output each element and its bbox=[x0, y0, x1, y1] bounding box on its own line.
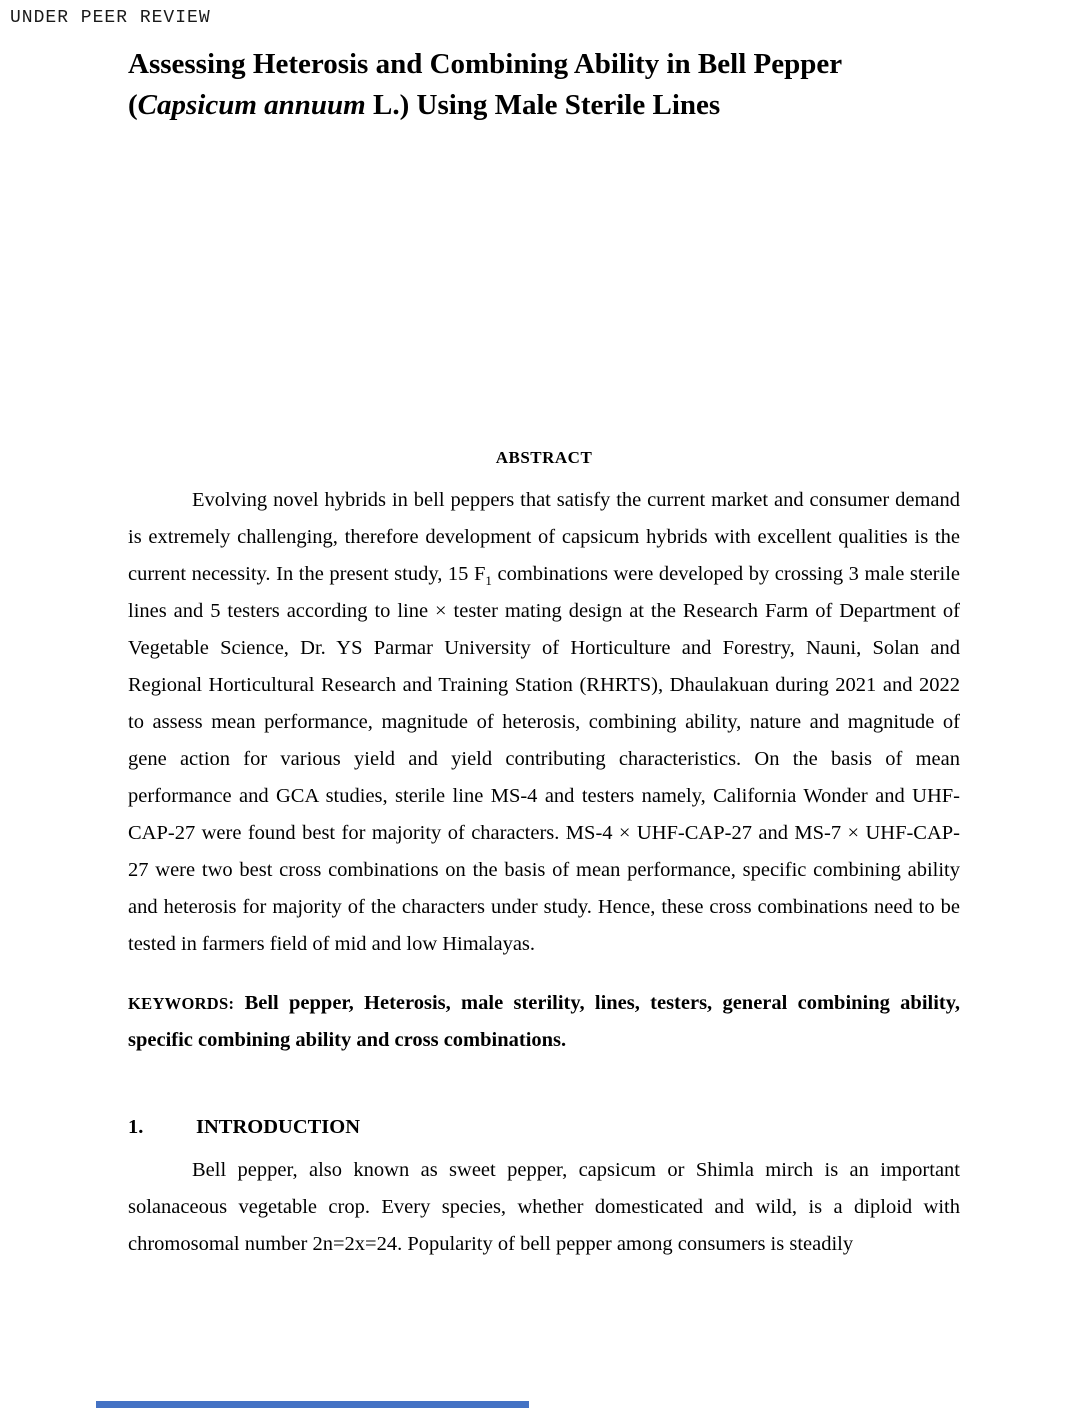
subscript-one: 1 bbox=[485, 573, 492, 589]
introduction-paragraph: Bell pepper, also known as sweet pepper, capsicum or Shimla mirch is an important solanaceous vegetable crop. Every species, whether domesticated and wild, is a diploid with chromosomal number 2n=2x=24. Popularity of bell pepper among consumers is steadily bbox=[128, 1159, 960, 1255]
section-number: 1. bbox=[128, 1116, 144, 1138]
keywords-paragraph bbox=[128, 985, 960, 1059]
introduction-heading bbox=[128, 1109, 960, 1146]
paper-title-italic: Capsicum annuum bbox=[137, 89, 366, 121]
bottom-blue-bar bbox=[96, 1401, 529, 1408]
abstract-text: Evolving novel hybrids in bell peppers that satisfy the current market and consumer demand is extremely challenging, therefore development of capsicum hybrids with excellent qualities is the current necessity. In the present study, 15 F bbox=[128, 489, 960, 585]
keywords-label: KEYWORDS: bbox=[128, 994, 235, 1013]
peer-review-watermark: UNDER PEER REVIEW bbox=[10, 8, 211, 28]
abstract-text-tail: combinations were developed by crossing 3 male sterile lines and 5 testers according to line × tester mating design at the Research Farm of Department of Vegetable Science, Dr. YS Parmar University of Horticulture and Forestry, Nauni, Solan and Regional Horticultural Research and Training Station (RHRTS), Dhaulakuan during 2021 and 2022 to assess mean performance, magnitude of heterosis, combining ability, nature and magnitude of gene action for various yield and yield contributing characteristics. On the basis of mean performance and GCA studies, sterile line MS-4 and testers namely, California Wonder and UHF-CAP-27 were found best for majority of characters. MS-4 × UHF-CAP-27 and MS-7 × UHF-CAP-27 were two best cross combinations on the basis of mean performance, specific combining ability and heterosis for majority of the characters under study. Hence, these cross combinations need to be tested in farmers field of mid and low Himalayas. bbox=[128, 563, 960, 955]
abstract-heading: ABSTRACT bbox=[495, 448, 593, 467]
section-title: INTRODUCTION bbox=[196, 1116, 361, 1138]
paper-title-text: Assessing Heterosis and Combining Ability in Bell Pepper ( bbox=[128, 48, 842, 121]
abstract-paragraph bbox=[128, 482, 960, 963]
paper-title bbox=[128, 44, 960, 126]
paper-title-tail: L.) Using Male Sterile Lines bbox=[365, 89, 721, 121]
keywords-text: Bell pepper, Heterosis, male sterility, lines, testers, general combining ability, specific combining ability and cross combinations. bbox=[128, 992, 960, 1051]
